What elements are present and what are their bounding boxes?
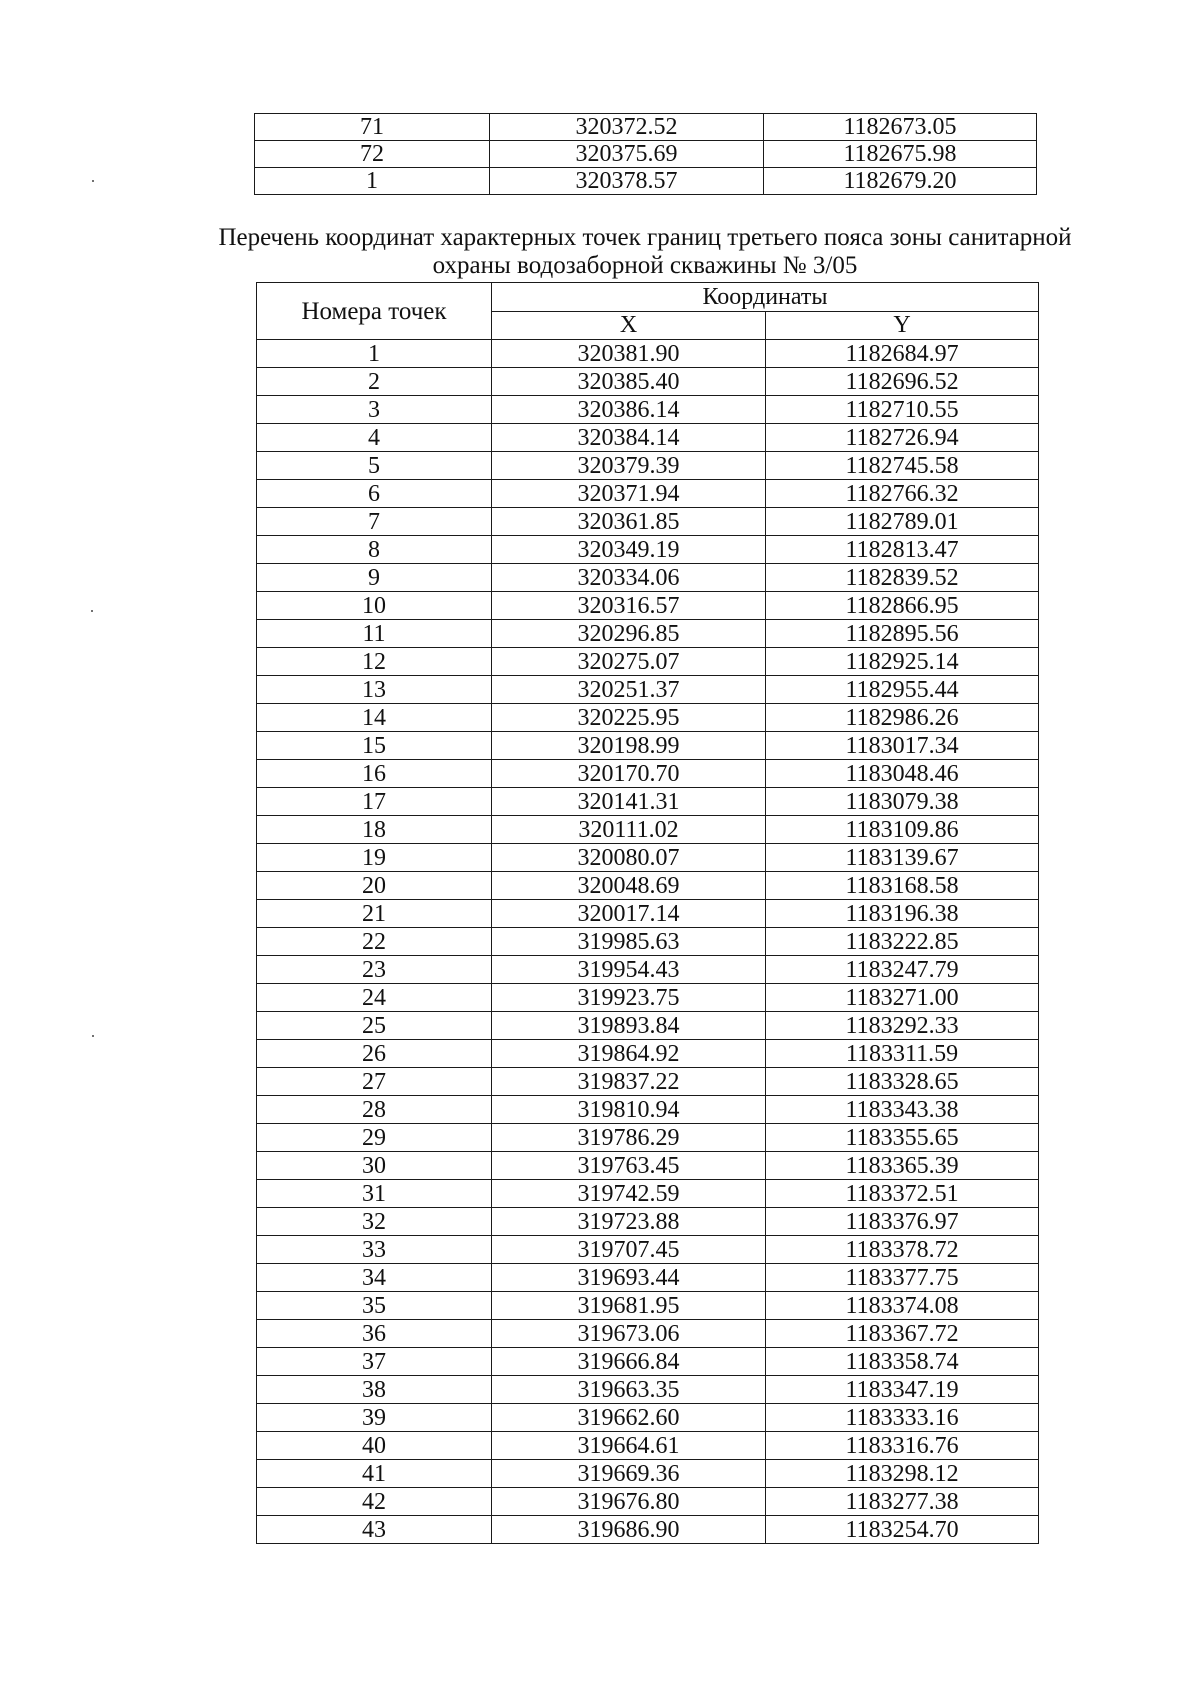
x-coordinate-cell: 319673.06 — [492, 1320, 766, 1348]
x-coordinate-cell: 320384.14 — [492, 424, 766, 452]
y-coordinate-cell: 1183311.59 — [766, 1040, 1039, 1068]
y-coordinate-cell: 1183271.00 — [766, 984, 1039, 1012]
point-number-cell: 4 — [257, 424, 492, 452]
point-number-cell: 11 — [257, 620, 492, 648]
point-number-cell: 21 — [257, 900, 492, 928]
y-coordinate-cell: 1182955.44 — [766, 676, 1039, 704]
table-row — [257, 1012, 1039, 1040]
point-number-cell: 27 — [257, 1068, 492, 1096]
point-number-cell: 29 — [257, 1124, 492, 1152]
table-row — [257, 340, 1039, 368]
y-coordinate-cell: 1182710.55 — [766, 396, 1039, 424]
x-coordinate-cell: 319707.45 — [492, 1236, 766, 1264]
table-row — [257, 928, 1039, 956]
y-coordinate-cell: 1182813.47 — [766, 536, 1039, 564]
y-coordinate-cell: 1182866.95 — [766, 592, 1039, 620]
table-row — [257, 984, 1039, 1012]
point-number-cell: 25 — [257, 1012, 492, 1040]
x-coordinate-cell: 320361.85 — [492, 508, 766, 536]
table-row — [257, 1516, 1039, 1544]
x-coordinate-cell: 320385.40 — [492, 368, 766, 396]
table-row — [257, 1432, 1039, 1460]
table-row — [257, 592, 1039, 620]
table-row — [257, 620, 1039, 648]
point-number-cell: 20 — [257, 872, 492, 900]
table-row — [257, 1320, 1039, 1348]
y-coordinate-cell: 1183333.16 — [766, 1404, 1039, 1432]
table-row — [257, 956, 1039, 984]
header-x: X — [492, 311, 766, 340]
point-number-cell: 7 — [257, 508, 492, 536]
y-coordinate-cell: 1183316.76 — [766, 1432, 1039, 1460]
y-coordinate-cell: 1183048.46 — [766, 760, 1039, 788]
x-coordinate-cell: 319664.61 — [492, 1432, 766, 1460]
x-coordinate-cell: 319723.88 — [492, 1208, 766, 1236]
table-row — [257, 368, 1039, 396]
x-coordinate-cell: 319954.43 — [492, 956, 766, 984]
x-coordinate-cell: 319666.84 — [492, 1348, 766, 1376]
y-coordinate-cell: 1183277.38 — [766, 1488, 1039, 1516]
table-row — [257, 536, 1039, 564]
table-row — [257, 1292, 1039, 1320]
x-coordinate-cell: 320017.14 — [492, 900, 766, 928]
table-row — [257, 788, 1039, 816]
x-coordinate-cell: 320378.57 — [490, 168, 764, 195]
x-coordinate-cell: 319676.80 — [492, 1488, 766, 1516]
y-coordinate-cell: 1183374.08 — [766, 1292, 1039, 1320]
table-row — [257, 816, 1039, 844]
x-coordinate-cell: 320381.90 — [492, 340, 766, 368]
x-coordinate-cell: 320198.99 — [492, 732, 766, 760]
table-row — [257, 1180, 1039, 1208]
x-coordinate-cell: 320334.06 — [492, 564, 766, 592]
header-coordinates: Координаты — [492, 283, 1039, 312]
x-coordinate-cell: 319681.95 — [492, 1292, 766, 1320]
y-coordinate-cell: 1183079.38 — [766, 788, 1039, 816]
point-number-cell: 39 — [257, 1404, 492, 1432]
header-y: Y — [766, 311, 1039, 340]
point-number-cell: 5 — [257, 452, 492, 480]
point-number-cell: 30 — [257, 1152, 492, 1180]
table-row — [257, 760, 1039, 788]
point-number-cell: 37 — [257, 1348, 492, 1376]
y-coordinate-cell: 1183109.86 — [766, 816, 1039, 844]
point-number-cell: 17 — [257, 788, 492, 816]
coordinates-table-body — [257, 340, 1039, 1544]
table-row — [257, 480, 1039, 508]
x-coordinate-cell: 319763.45 — [492, 1152, 766, 1180]
point-number-cell: 22 — [257, 928, 492, 956]
point-number-cell: 43 — [257, 1516, 492, 1544]
x-coordinate-cell: 319985.63 — [492, 928, 766, 956]
point-number-cell: 71 — [255, 114, 490, 141]
y-coordinate-cell: 1182839.52 — [766, 564, 1039, 592]
y-coordinate-cell: 1183378.72 — [766, 1236, 1039, 1264]
x-coordinate-cell: 319693.44 — [492, 1264, 766, 1292]
x-coordinate-cell: 320316.57 — [492, 592, 766, 620]
table-row — [257, 648, 1039, 676]
header-row-1 — [257, 283, 1039, 312]
y-coordinate-cell: 1182673.05 — [764, 114, 1037, 141]
point-number-cell: 18 — [257, 816, 492, 844]
y-coordinate-cell: 1182675.98 — [764, 141, 1037, 168]
x-coordinate-cell: 320386.14 — [492, 396, 766, 424]
table-row — [257, 1124, 1039, 1152]
x-coordinate-cell: 319810.94 — [492, 1096, 766, 1124]
y-coordinate-cell: 1183355.65 — [766, 1124, 1039, 1152]
point-number-cell: 32 — [257, 1208, 492, 1236]
y-coordinate-cell: 1183298.12 — [766, 1460, 1039, 1488]
y-coordinate-cell: 1183017.34 — [766, 732, 1039, 760]
scan-speck — [91, 610, 93, 612]
table-row — [257, 508, 1039, 536]
point-number-cell: 24 — [257, 984, 492, 1012]
point-number-cell: 9 — [257, 564, 492, 592]
coordinates-table — [256, 282, 1039, 1544]
y-coordinate-cell: 1182684.97 — [766, 340, 1039, 368]
coordinates-table-header — [257, 283, 1039, 340]
y-coordinate-cell: 1182895.56 — [766, 620, 1039, 648]
point-number-cell: 1 — [257, 340, 492, 368]
y-coordinate-cell: 1183367.72 — [766, 1320, 1039, 1348]
x-coordinate-cell: 320225.95 — [492, 704, 766, 732]
table-row — [257, 704, 1039, 732]
x-coordinate-cell: 320251.37 — [492, 676, 766, 704]
y-coordinate-cell: 1183254.70 — [766, 1516, 1039, 1544]
x-coordinate-cell: 320375.69 — [490, 141, 764, 168]
point-number-cell: 38 — [257, 1376, 492, 1404]
y-coordinate-cell: 1182925.14 — [766, 648, 1039, 676]
y-coordinate-cell: 1182745.58 — [766, 452, 1039, 480]
point-number-cell: 10 — [257, 592, 492, 620]
point-number-cell: 8 — [257, 536, 492, 564]
point-number-cell: 23 — [257, 956, 492, 984]
point-number-cell: 26 — [257, 1040, 492, 1068]
point-number-cell: 33 — [257, 1236, 492, 1264]
y-coordinate-cell: 1183358.74 — [766, 1348, 1039, 1376]
y-coordinate-cell: 1183247.79 — [766, 956, 1039, 984]
x-coordinate-cell: 320141.31 — [492, 788, 766, 816]
y-coordinate-cell: 1183139.67 — [766, 844, 1039, 872]
point-number-cell: 36 — [257, 1320, 492, 1348]
x-coordinate-cell: 320296.85 — [492, 620, 766, 648]
point-number-cell: 12 — [257, 648, 492, 676]
table-row — [255, 168, 1037, 195]
y-coordinate-cell: 1182986.26 — [766, 704, 1039, 732]
header-point-numbers: Номера точек — [257, 283, 492, 340]
table-row — [257, 872, 1039, 900]
table-row — [257, 1068, 1039, 1096]
table-row — [257, 1376, 1039, 1404]
table-row — [257, 1404, 1039, 1432]
x-coordinate-cell: 319663.35 — [492, 1376, 766, 1404]
table-row — [257, 732, 1039, 760]
x-coordinate-cell: 320111.02 — [492, 816, 766, 844]
y-coordinate-cell: 1182696.52 — [766, 368, 1039, 396]
table-row — [257, 1488, 1039, 1516]
table-row — [257, 1096, 1039, 1124]
y-coordinate-cell: 1183365.39 — [766, 1152, 1039, 1180]
table-row — [257, 396, 1039, 424]
point-number-cell: 1 — [255, 168, 490, 195]
point-number-cell: 2 — [257, 368, 492, 396]
point-number-cell: 16 — [257, 760, 492, 788]
y-coordinate-cell: 1183372.51 — [766, 1180, 1039, 1208]
table-row — [257, 1264, 1039, 1292]
y-coordinate-cell: 1183347.19 — [766, 1376, 1039, 1404]
x-coordinate-cell: 320275.07 — [492, 648, 766, 676]
y-coordinate-cell: 1182789.01 — [766, 508, 1039, 536]
continuation-table — [254, 113, 1037, 195]
table-row — [257, 1460, 1039, 1488]
point-number-cell: 14 — [257, 704, 492, 732]
x-coordinate-cell: 320170.70 — [492, 760, 766, 788]
point-number-cell: 34 — [257, 1264, 492, 1292]
x-coordinate-cell: 319786.29 — [492, 1124, 766, 1152]
table-row — [257, 1208, 1039, 1236]
x-coordinate-cell: 319669.36 — [492, 1460, 766, 1488]
y-coordinate-cell: 1183377.75 — [766, 1264, 1039, 1292]
table-row — [257, 1236, 1039, 1264]
point-number-cell: 41 — [257, 1460, 492, 1488]
x-coordinate-cell: 320080.07 — [492, 844, 766, 872]
point-number-cell: 72 — [255, 141, 490, 168]
scan-speck — [92, 1035, 94, 1037]
table-row — [255, 141, 1037, 168]
y-coordinate-cell: 1182766.32 — [766, 480, 1039, 508]
y-coordinate-cell: 1183196.38 — [766, 900, 1039, 928]
point-number-cell: 28 — [257, 1096, 492, 1124]
table-row — [255, 114, 1037, 141]
point-number-cell: 35 — [257, 1292, 492, 1320]
table-row — [257, 676, 1039, 704]
x-coordinate-cell: 319662.60 — [492, 1404, 766, 1432]
x-coordinate-cell: 320371.94 — [492, 480, 766, 508]
x-coordinate-cell: 319893.84 — [492, 1012, 766, 1040]
table-row — [257, 1040, 1039, 1068]
point-number-cell: 6 — [257, 480, 492, 508]
point-number-cell: 42 — [257, 1488, 492, 1516]
x-coordinate-cell: 319686.90 — [492, 1516, 766, 1544]
x-coordinate-cell: 319742.59 — [492, 1180, 766, 1208]
table-row — [257, 424, 1039, 452]
x-coordinate-cell: 320372.52 — [490, 114, 764, 141]
section-heading — [130, 224, 1160, 280]
scan-speck — [92, 180, 94, 182]
y-coordinate-cell: 1183343.38 — [766, 1096, 1039, 1124]
y-coordinate-cell: 1182726.94 — [766, 424, 1039, 452]
y-coordinate-cell: 1183292.33 — [766, 1012, 1039, 1040]
point-number-cell: 31 — [257, 1180, 492, 1208]
table-row — [257, 1152, 1039, 1180]
table-row — [257, 452, 1039, 480]
point-number-cell: 19 — [257, 844, 492, 872]
x-coordinate-cell: 320048.69 — [492, 872, 766, 900]
x-coordinate-cell: 320349.19 — [492, 536, 766, 564]
x-coordinate-cell: 320379.39 — [492, 452, 766, 480]
x-coordinate-cell: 319923.75 — [492, 984, 766, 1012]
section-heading-line-1: Перечень координат характерных точек границ третьего пояса зоны санитарной — [218, 224, 1072, 251]
y-coordinate-cell: 1183222.85 — [766, 928, 1039, 956]
point-number-cell: 40 — [257, 1432, 492, 1460]
point-number-cell: 13 — [257, 676, 492, 704]
x-coordinate-cell: 319837.22 — [492, 1068, 766, 1096]
y-coordinate-cell: 1183376.97 — [766, 1208, 1039, 1236]
table-row — [257, 1348, 1039, 1376]
point-number-cell: 3 — [257, 396, 492, 424]
continuation-table-body — [255, 114, 1037, 195]
x-coordinate-cell: 319864.92 — [492, 1040, 766, 1068]
table-row — [257, 900, 1039, 928]
y-coordinate-cell: 1182679.20 — [764, 168, 1037, 195]
table-row — [257, 844, 1039, 872]
point-number-cell: 15 — [257, 732, 492, 760]
table-row — [257, 564, 1039, 592]
section-heading-line-2: охраны водозаборной скважины № 3/05 — [432, 252, 858, 279]
y-coordinate-cell: 1183168.58 — [766, 872, 1039, 900]
y-coordinate-cell: 1183328.65 — [766, 1068, 1039, 1096]
